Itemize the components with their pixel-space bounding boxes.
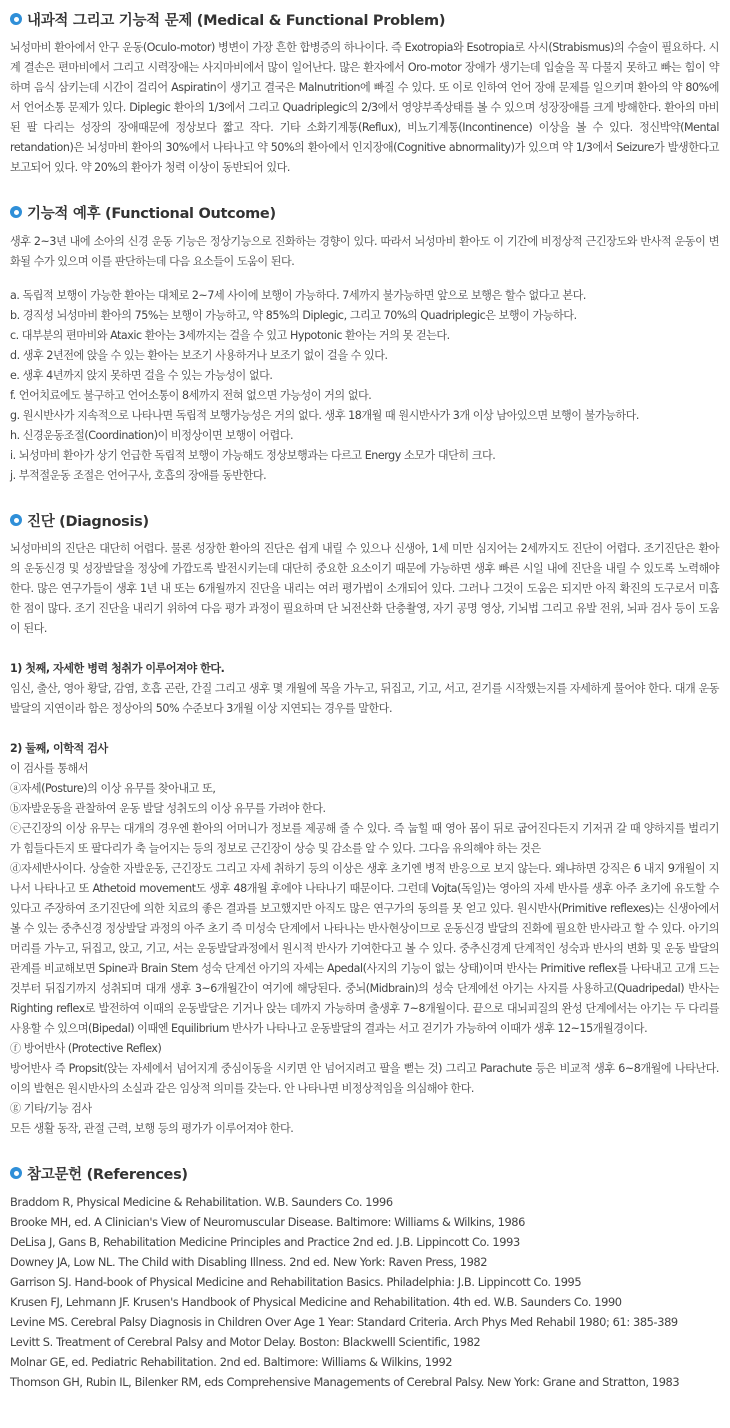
reference-item: DeLisa J, Gans B, Rehabilitation Medicine Principles and Practice 2nd ed. J.B. Lippincott Co. 1993 bbox=[10, 1235, 520, 1249]
medical-paragraph: 뇌성마비 환아에서 안구 운동(Oculo-motor) 병변이 가장 흔한 합병증의 하나이다. 즉 Exotropia와 Esotropia로 사시(Strabismus)의 수술이 필요하다. 시계 결손은 편마비에서 그리고 시력장애는 사지마비에서 많이 일어난다. 많은 환자에서 Oro-motor 장애가 생기는데 입술을 꼭 다물지 못하고 빠는 힘이 약하며 음식 삼키는데 시간이 걸리어 Aspiratin이 생기고 결국은 Malnutrition에 빠질 수 있다. 또 이로 인하여 언어 장애 문제를 일으키며 환아의 약 80%에서 언어소통 문제가 있다. Diplegic 환아의 1/3에서 그리고 Quadriplegic의 2/3에서 영양부족상태를 볼 수 있으며 성장장애를 크게 방해한다. 환아의 마비된 팔 다리는 성장의 장애때문에 정상보다 짧고 작다. 기타 소화기계통(Reflux), 비뇨기계통(Incontinence) 이상을 볼 수 있다. 정신박약(Mental retandation)은 뇌성마비 환아의 30%에서 나타나고 약 50%의 환아에서 인지장애(Cognitive abnormality)가 있으며 약 1/3에서 Seizure가 발생한다고 보고되어 있다. 약 20%의 환아가 청력 이상이 동반되어 있다. bbox=[10, 41, 719, 174]
reference-list bbox=[10, 1192, 719, 1392]
medical-section bbox=[10, 0, 719, 178]
reference-item: Downey JA, Low NL. The Child with Disabling Illness. 2nd ed. New York: Raven Press, 1982 bbox=[10, 1255, 488, 1269]
reference-item: Brooke MH, ed. A Clinician's View of Neuromuscular Disease. Baltimore: Williams & Wilkins, 1986 bbox=[10, 1215, 525, 1229]
diagnosis-step2-a: ⓐ자세(Posture)의 이상 유무를 찾아내고 또, bbox=[10, 782, 216, 795]
list-item: h. 신경운동조절(Coordination)이 비정상이면 보행이 어렵다. bbox=[10, 429, 294, 442]
diagnosis-step2-f-text: 방어반사 즉 Propsit(앉는 자세에서 넘어지게 중심이동을 시키면 안 넘어지려고 팔을 뻗는 것) 그리고 Parachute 등은 비교적 생후 6~8개월에 나타난다. 이의 발현은 원시반사의 소실과 같은 임상적 의미를 갖는다. 안 나타나면 비정상적임을 의심해야 한다. bbox=[10, 1062, 719, 1095]
list-item: d. 생후 2년전에 앉을 수 있는 환아는 보조기 사용하거나 보조기 없이 걸을 수 있다. bbox=[10, 349, 388, 362]
diagnosis-section-title bbox=[10, 509, 719, 531]
diagnosis-step1-title: 1) 첫째, 자세한 병력 청취가 이루어져야 한다. bbox=[10, 662, 225, 675]
outcome-title-text: 기능적 예후 (Functional Outcome) bbox=[27, 205, 276, 222]
list-item: j. 부적절운동 조절은 언어구사, 호흡의 장애를 동반한다. bbox=[10, 469, 267, 482]
list-item: c. 대부분의 편마비와 Ataxic 환아는 3세까지는 걸을 수 있고 Hypotonic 환아는 거의 못 걷는다. bbox=[10, 329, 450, 342]
list-item: e. 생후 4년까지 앉지 못하면 걸을 수 있는 가능성이 없다. bbox=[10, 369, 273, 382]
outcome-list bbox=[10, 286, 719, 486]
diagnosis-step2-f-title: ⓕ 방어반사 (Protective Reflex) bbox=[10, 1042, 162, 1055]
diagnosis-step2-title: 2) 둘째, 이학적 검사 bbox=[10, 742, 108, 755]
reference-item: Levine MS. Cerebral Palsy Diagnosis in Children Over Age 1 Year: Standard Criteria. Arch Phys Med Rehabil 1980; 61: 385-389 bbox=[10, 1315, 678, 1329]
diagnosis-step2-intro: 이 검사를 통해서 bbox=[10, 762, 89, 775]
references-section-title bbox=[10, 1162, 719, 1184]
diagnosis-step2-b: ⓑ자발운동을 관찰하여 운동 발달 성취도의 이상 유무를 가려야 한다. bbox=[10, 802, 326, 815]
list-item: f. 언어치료에도 불구하고 언어소통이 8세까지 전혀 없으면 가능성이 거의 없다. bbox=[10, 389, 372, 402]
references-section bbox=[10, 1139, 719, 1392]
reference-item: Krusen FJ, Lehmann JF. Krusen's Handbook of Physical Medicine and Rehabilitation. 4th ed. W.B. Saunders Co. 1990 bbox=[10, 1295, 622, 1309]
diagnosis-step2-d: ⓓ자세반사이다. 상술한 자발운동, 근긴장도 그리고 자세 취하기 등의 이상은 생후 초기엔 병적 반응으로 보지 않는다. 왜냐하면 강직은 6 내지 9개월이 지나서 나타나고 또 Athetoid movement도 생후 48개월 후에야 나타나기 때문이다. 그런데 Vojta(독일)는 영아의 자세 반사를 생후 아주 초기에 유도할 수 있다고 주장하여 조기진단에 의한 치료의 좋은 결과를 보고했지만 아직도 많은 연구가의 동의를 못 얻고 있다. 원시반사(Primitive reflexes)는 신생아에서 볼 수 있는 중추신경 정상발달 과정의 아주 초기 즉 미성숙 단계에서 나타나는 반사현상이므로 운동신경 발달의 진화에 필요한 반사라고 할 수 있다. 아기의 머리를 가누고, 뒤집고, 앉고, 기고, 서는 운동발달과정에서 원시적 반사가 기여한다고 볼 수 있다. 중추신경계 단계적인 성숙과 반사의 변화 및 운동 발달의 관계를 비교해보면 Spine과 Brain Stem 성숙 단계선 아기의 자세는 Apedal(사지의 기능이 없는 상태)이며 반사는 Primitive reflex를 나타내고 고개 드는 것부터 뒤집기까지 성취되며 대개 생후 3~6개월간이 여기에 해당된다. 중뇌(Midbrain)의 성숙 단계에선 아기는 사지를 사용하고(Quadripedal) 반사는 Righting reflex로 발전하여 이때의 운동발달은 기거나 앉는 데까지 가능하며 출생후 7~8개월이다. 끝으로 대뇌피질의 완성 단계에서는 아기는 두 다리를 사용할 수 있으며(Bipedal) 이때엔 Equilibrium 반사가 나타나고 운동발달의 결과는 서고 걷기가 가능하여 이때가 생후 12~15개월경이다. bbox=[10, 862, 720, 1035]
diagnosis-step2-g-text: 모든 생활 동작, 관절 근력, 보행 등의 평가가 이루어져야 한다. bbox=[10, 1122, 294, 1135]
reference-item: Garrison SJ. Hand-book of Physical Medicine and Rehabilitation Basics. Philadelphia: J.B. Lippincott Co. 1995 bbox=[10, 1275, 582, 1289]
section-bullet-icon bbox=[10, 13, 22, 25]
section-bullet-icon bbox=[10, 206, 22, 218]
reference-item: Levitt S. Treatment of Cerebral Palsy and Motor Delay. Boston: Blackwelll Scientific, 1982 bbox=[10, 1335, 481, 1349]
outcome-section-title bbox=[10, 201, 719, 223]
reference-item: Thomson GH, Rubin IL, Bilenker RM, eds Comprehensive Managements of Cerebral Palsy. New York: Grane and Stratton, 1983 bbox=[10, 1375, 680, 1389]
outcome-intro: 생후 2~3년 내에 소아의 신경 운동 기능은 정상기능으로 진화하는 경향이 있다. 따라서 뇌성마비 환아도 이 기간에 비정상적 근긴장도와 반사적 운동이 변화될 수가 있으며 이를 판단하는데 다음 요소들이 도움이 된다. bbox=[10, 235, 719, 268]
list-item: i. 뇌성마비 환아가 상기 언급한 독립적 보행이 가능해도 정상보행과는 다르고 Energy 소모가 대단히 크다. bbox=[10, 449, 496, 462]
list-item: g. 원시반사가 지속적으로 나타나면 독립적 보행가능성은 거의 없다. 생후 18개월 때 원시반사가 3개 이상 남아있으면 보행이 불가능하다. bbox=[10, 409, 640, 422]
reference-item: Braddom R, Physical Medicine & Rehabilitation. W.B. Saunders Co. 1996 bbox=[10, 1195, 393, 1209]
medical-title-text: 내과적 그리고 기능적 문제 (Medical & Functional Problem) bbox=[27, 12, 446, 29]
section-bullet-icon bbox=[10, 1167, 22, 1179]
diagnosis-step2-g-title: ⓖ 기타/기능 검사 bbox=[10, 1102, 92, 1115]
medical-section-title bbox=[10, 8, 719, 30]
diagnosis-title-text: 진단 (Diagnosis) bbox=[27, 513, 149, 530]
reference-item: Molnar GE, ed. Pediatric Rehabilitation. 2nd ed. Baltimore: Williams & Wilkins, 1992 bbox=[10, 1355, 453, 1369]
outcome-section bbox=[10, 178, 719, 486]
list-item: b. 경직성 뇌성마비 환아의 75%는 보행이 가능하고, 약 85%의 Diplegic, 그리고 70%의 Quadriplegic은 보행이 가능하다. bbox=[10, 309, 577, 322]
diagnosis-section bbox=[10, 486, 719, 1139]
diagnosis-step1-text: 임신, 출산, 영아 황달, 감염, 호흡 곤란, 간질 그리고 생후 몇 개월에 목을 가누고, 뒤집고, 기고, 서고, 걷기를 시작했는지를 자세하게 물어야 한다. 대개 운동 발달의 지연이라 함은 정상아의 50% 수준보다 3개월 이상 지연되는 경우를 말한다. bbox=[10, 682, 719, 715]
section-bullet-icon bbox=[10, 514, 22, 526]
list-item: a. 독립적 보행이 가능한 환아는 대체로 2~7세 사이에 보행이 가능하다. 7세까지 불가능하면 앞으로 보행은 할수 없다고 본다. bbox=[10, 289, 587, 302]
diagnosis-step2-c: ⓒ근긴장의 이상 유무는 대개의 경우엔 환아의 어머니가 정보를 제공해 줄 수 있다. 즉 눕힐 때 영아 몸이 뒤로 굽어진다든지 기저귀 갈 때 양하지를 벌리기가 힘들다든지 또 팔다리가 축 늘어지는 등의 정보로 근긴장이 상승 및 감소를 알 수 있다. 그다음 유의해야 하는 것은 bbox=[10, 822, 719, 855]
diagnosis-intro: 뇌성마비의 진단은 대단히 어렵다. 물론 성장한 환아의 진단은 쉽게 내릴 수 있으나 신생아, 1세 미만 심지어는 2세까지도 진단이 어렵다. 조기진단은 환아의 운동신경 및 성장발달을 정상에 가깝도록 발전시키는데 대단히 중요한 요소이기 때문에 가능하면 생후 빠른 시일 내에 진단을 내릴 수 있도록 노력해야 한다. 많은 연구가들이 생후 1년 내 또는 6개월까지 진단을 내리는 여러 평가법이 소개되어 있다. 그러나 그것이 도움은 되지만 아직 확진의 도구로서 미흡한 점이 많다. 조기 진단을 내리기 위하여 다음 평가 과정이 필요하며 단 뇌전산화 단층촬영, 자기 공명 영상, 기뇌법 그리고 유발 전위, 뇌파 검사 등이 도움이 된다. bbox=[10, 542, 719, 635]
references-title-text: 참고문헌 (References) bbox=[27, 1166, 188, 1183]
